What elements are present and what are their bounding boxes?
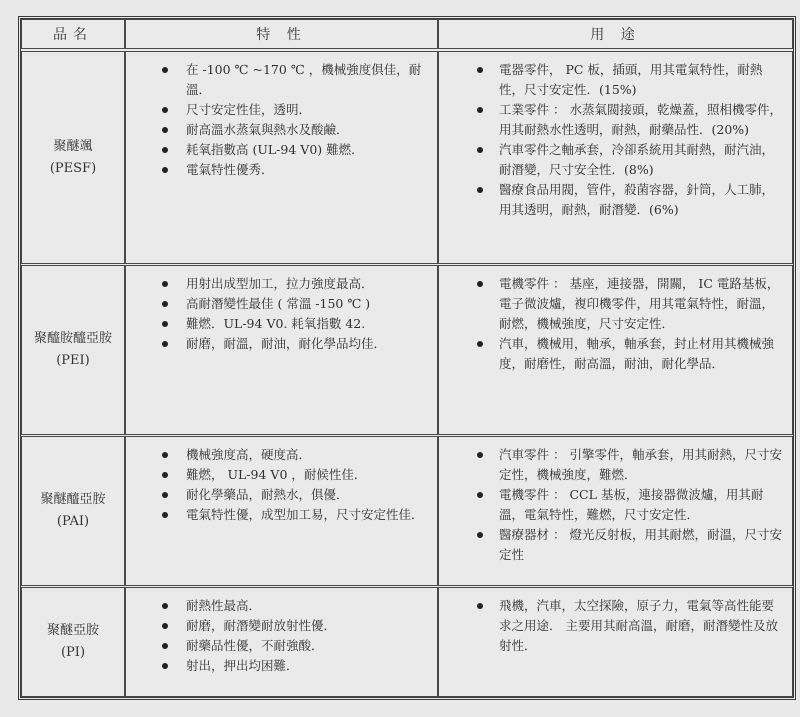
uses-pi [438, 587, 793, 697]
bullet-icon [162, 281, 168, 287]
bullet-icon [162, 127, 168, 133]
row-name-pei [21, 265, 125, 435]
use-item [499, 274, 784, 334]
row-name-pesf [21, 51, 125, 264]
property-text: 機械強度高，硬度高． [186, 447, 312, 462]
use-item [499, 485, 784, 525]
bullet-icon [477, 187, 483, 193]
row-name-pi [21, 587, 125, 697]
uses-pei [438, 265, 793, 435]
bullet-icon [477, 341, 483, 347]
row-name-pai [21, 436, 125, 586]
bullet-icon [162, 472, 168, 478]
bullet-icon [477, 532, 483, 538]
bullet-icon [162, 301, 168, 307]
property-item [186, 100, 431, 120]
bullet-icon [162, 492, 168, 498]
property-item [186, 465, 431, 485]
use-text: 電機零件 ： CCL 基板，連接器微波爐，用其耐溫，電氣特性，難燃，尺寸安定性． [499, 487, 764, 522]
properties-pai [125, 436, 438, 586]
bullet-icon [162, 147, 168, 153]
property-text: 尺寸安定性佳，透明． [186, 102, 312, 117]
bullet-icon [477, 67, 483, 73]
use-item [499, 100, 784, 140]
use-item [499, 60, 784, 100]
property-text: 高耐潛變性最佳 ( 常溫 -150 ℃ ) [186, 296, 371, 311]
bullet-icon [477, 147, 483, 153]
property-text: 耐磨，耐溫，耐油，耐化學品均佳． [186, 336, 387, 351]
property-text: 耐藥品性優，不耐強酸． [186, 638, 324, 653]
property-text: 射出，押出均困難． [186, 658, 299, 673]
header-name-label: 品名 [53, 27, 93, 43]
bullet-icon [162, 321, 168, 327]
property-text: 電氣特性優，成型加工易，尺寸安定性佳． [186, 507, 424, 522]
property-item [186, 274, 431, 294]
bullet-icon [162, 623, 168, 629]
material-abbr: (PESF) [49, 160, 97, 176]
material-name: 聚醯胺醯亞胺 [33, 331, 112, 346]
property-text: 耐化學藥品，耐熱水，俱優． [186, 487, 349, 502]
property-text: 電氣特性優秀． [186, 162, 274, 177]
property-item [186, 334, 431, 354]
use-item [499, 525, 784, 565]
property-item [186, 616, 431, 636]
properties-pei [125, 265, 438, 435]
material-name: 聚醚颯 [53, 138, 93, 154]
property-item [186, 505, 431, 525]
use-text: 醫療器材 ： 燈光反射板，用其耐燃，耐溫，尺寸安定性 [499, 527, 782, 562]
material-abbr: (PI) [60, 645, 86, 660]
property-item [186, 314, 431, 334]
materials-table [18, 16, 796, 700]
property-text: 耐高溫水蒸氣與熱水及酸鹼． [186, 122, 349, 137]
property-text: 耐磨，耐潛變耐放射性優． [186, 618, 337, 633]
property-item [186, 160, 431, 180]
bullet-icon [162, 512, 168, 518]
property-text: 難燃．UL-94 V0. 耗氧指數 42. [186, 316, 366, 331]
properties-pi [125, 587, 438, 697]
use-item [499, 334, 784, 374]
header-uses [438, 19, 793, 49]
bullet-icon [162, 603, 168, 609]
bullet-icon [162, 67, 168, 73]
property-text: 難燃， UL-94 V0 ，耐候性佳． [186, 467, 367, 482]
use-item [499, 140, 784, 180]
use-text: 工業零件 ： 水蒸氣閥接頭，乾燥蓋，照相機零件，用其耐熱水性透明，耐熱，耐藥品性．(20%) [499, 102, 782, 137]
property-item [186, 140, 431, 160]
property-item [186, 294, 431, 314]
bullet-icon [477, 603, 483, 609]
property-text: 在 -100 ℃ ~170 ℃ ，機械強度俱佳，耐溫． [186, 62, 422, 97]
bullet-icon [477, 452, 483, 458]
header-properties-label: 特 性 [256, 27, 307, 43]
use-text: 醫療食品用閥，管件，殺菌容器，針筒，人工肺，用其透明，耐熱，耐潛變．(6%) [499, 182, 775, 217]
property-item [186, 60, 431, 100]
bullet-icon [477, 492, 483, 498]
bullet-icon [477, 281, 483, 287]
property-text: 用射出成型加工，拉力強度最高． [186, 276, 374, 291]
material-abbr: (PAI) [56, 514, 90, 529]
use-text: 電機零件 ： 基座，連接器，開關， IC 電路基板，電子微波爐，複印機零件，用其電氣特性，耐溫，耐燃，機械強度，尺寸安定性． [499, 276, 780, 331]
bullet-icon [162, 341, 168, 347]
bullet-icon [162, 167, 168, 173]
bullet-icon [477, 107, 483, 113]
bullet-icon [162, 107, 168, 113]
use-text: 電器零件， PC 板，插頭，用其電氣特性，耐熱性，尺寸安定性．(15%) [499, 62, 763, 97]
bullet-icon [162, 452, 168, 458]
property-item [186, 636, 431, 656]
properties-pesf [125, 51, 438, 264]
use-item [499, 180, 784, 220]
property-text: 耐熱性最高． [186, 598, 262, 613]
header-properties [125, 19, 438, 49]
material-name: 聚醚亞胺 [46, 623, 99, 638]
header-uses-label: 用 途 [590, 27, 641, 43]
property-text: 耗氧指數高 (UL-94 V0) 難燃． [186, 142, 364, 157]
property-item [186, 656, 431, 676]
material-name: 聚醚醯亞胺 [40, 492, 106, 507]
use-text: 汽車零件之軸承套，冷卻系統用其耐熱，耐汽油，耐潛變，尺寸安全性．(8%) [499, 142, 775, 177]
property-item [186, 596, 431, 616]
uses-pai [438, 436, 793, 586]
use-item [499, 445, 784, 485]
use-text: 飛機，汽車，太空探險，原子力，電氣等高性能要求之用途． 主要用其耐高溫，耐磨，耐潛變性及放射性． [499, 598, 778, 653]
use-text: 汽車零件 ： 引擎零件，軸承套，用其耐熱，尺寸安定性，機械強度，難燃． [499, 447, 782, 482]
uses-pesf [438, 51, 793, 264]
material-abbr: (PEI) [56, 353, 90, 368]
property-item [186, 120, 431, 140]
property-item [186, 485, 431, 505]
header-name [21, 19, 125, 49]
use-item [499, 596, 784, 656]
property-item [186, 445, 431, 465]
use-text: 汽車，機械用，軸承，軸承套，封止材用其機械強度，耐磨性，耐高溫，耐油，耐化學品． [499, 336, 775, 371]
bullet-icon [162, 663, 168, 669]
bullet-icon [162, 643, 168, 649]
